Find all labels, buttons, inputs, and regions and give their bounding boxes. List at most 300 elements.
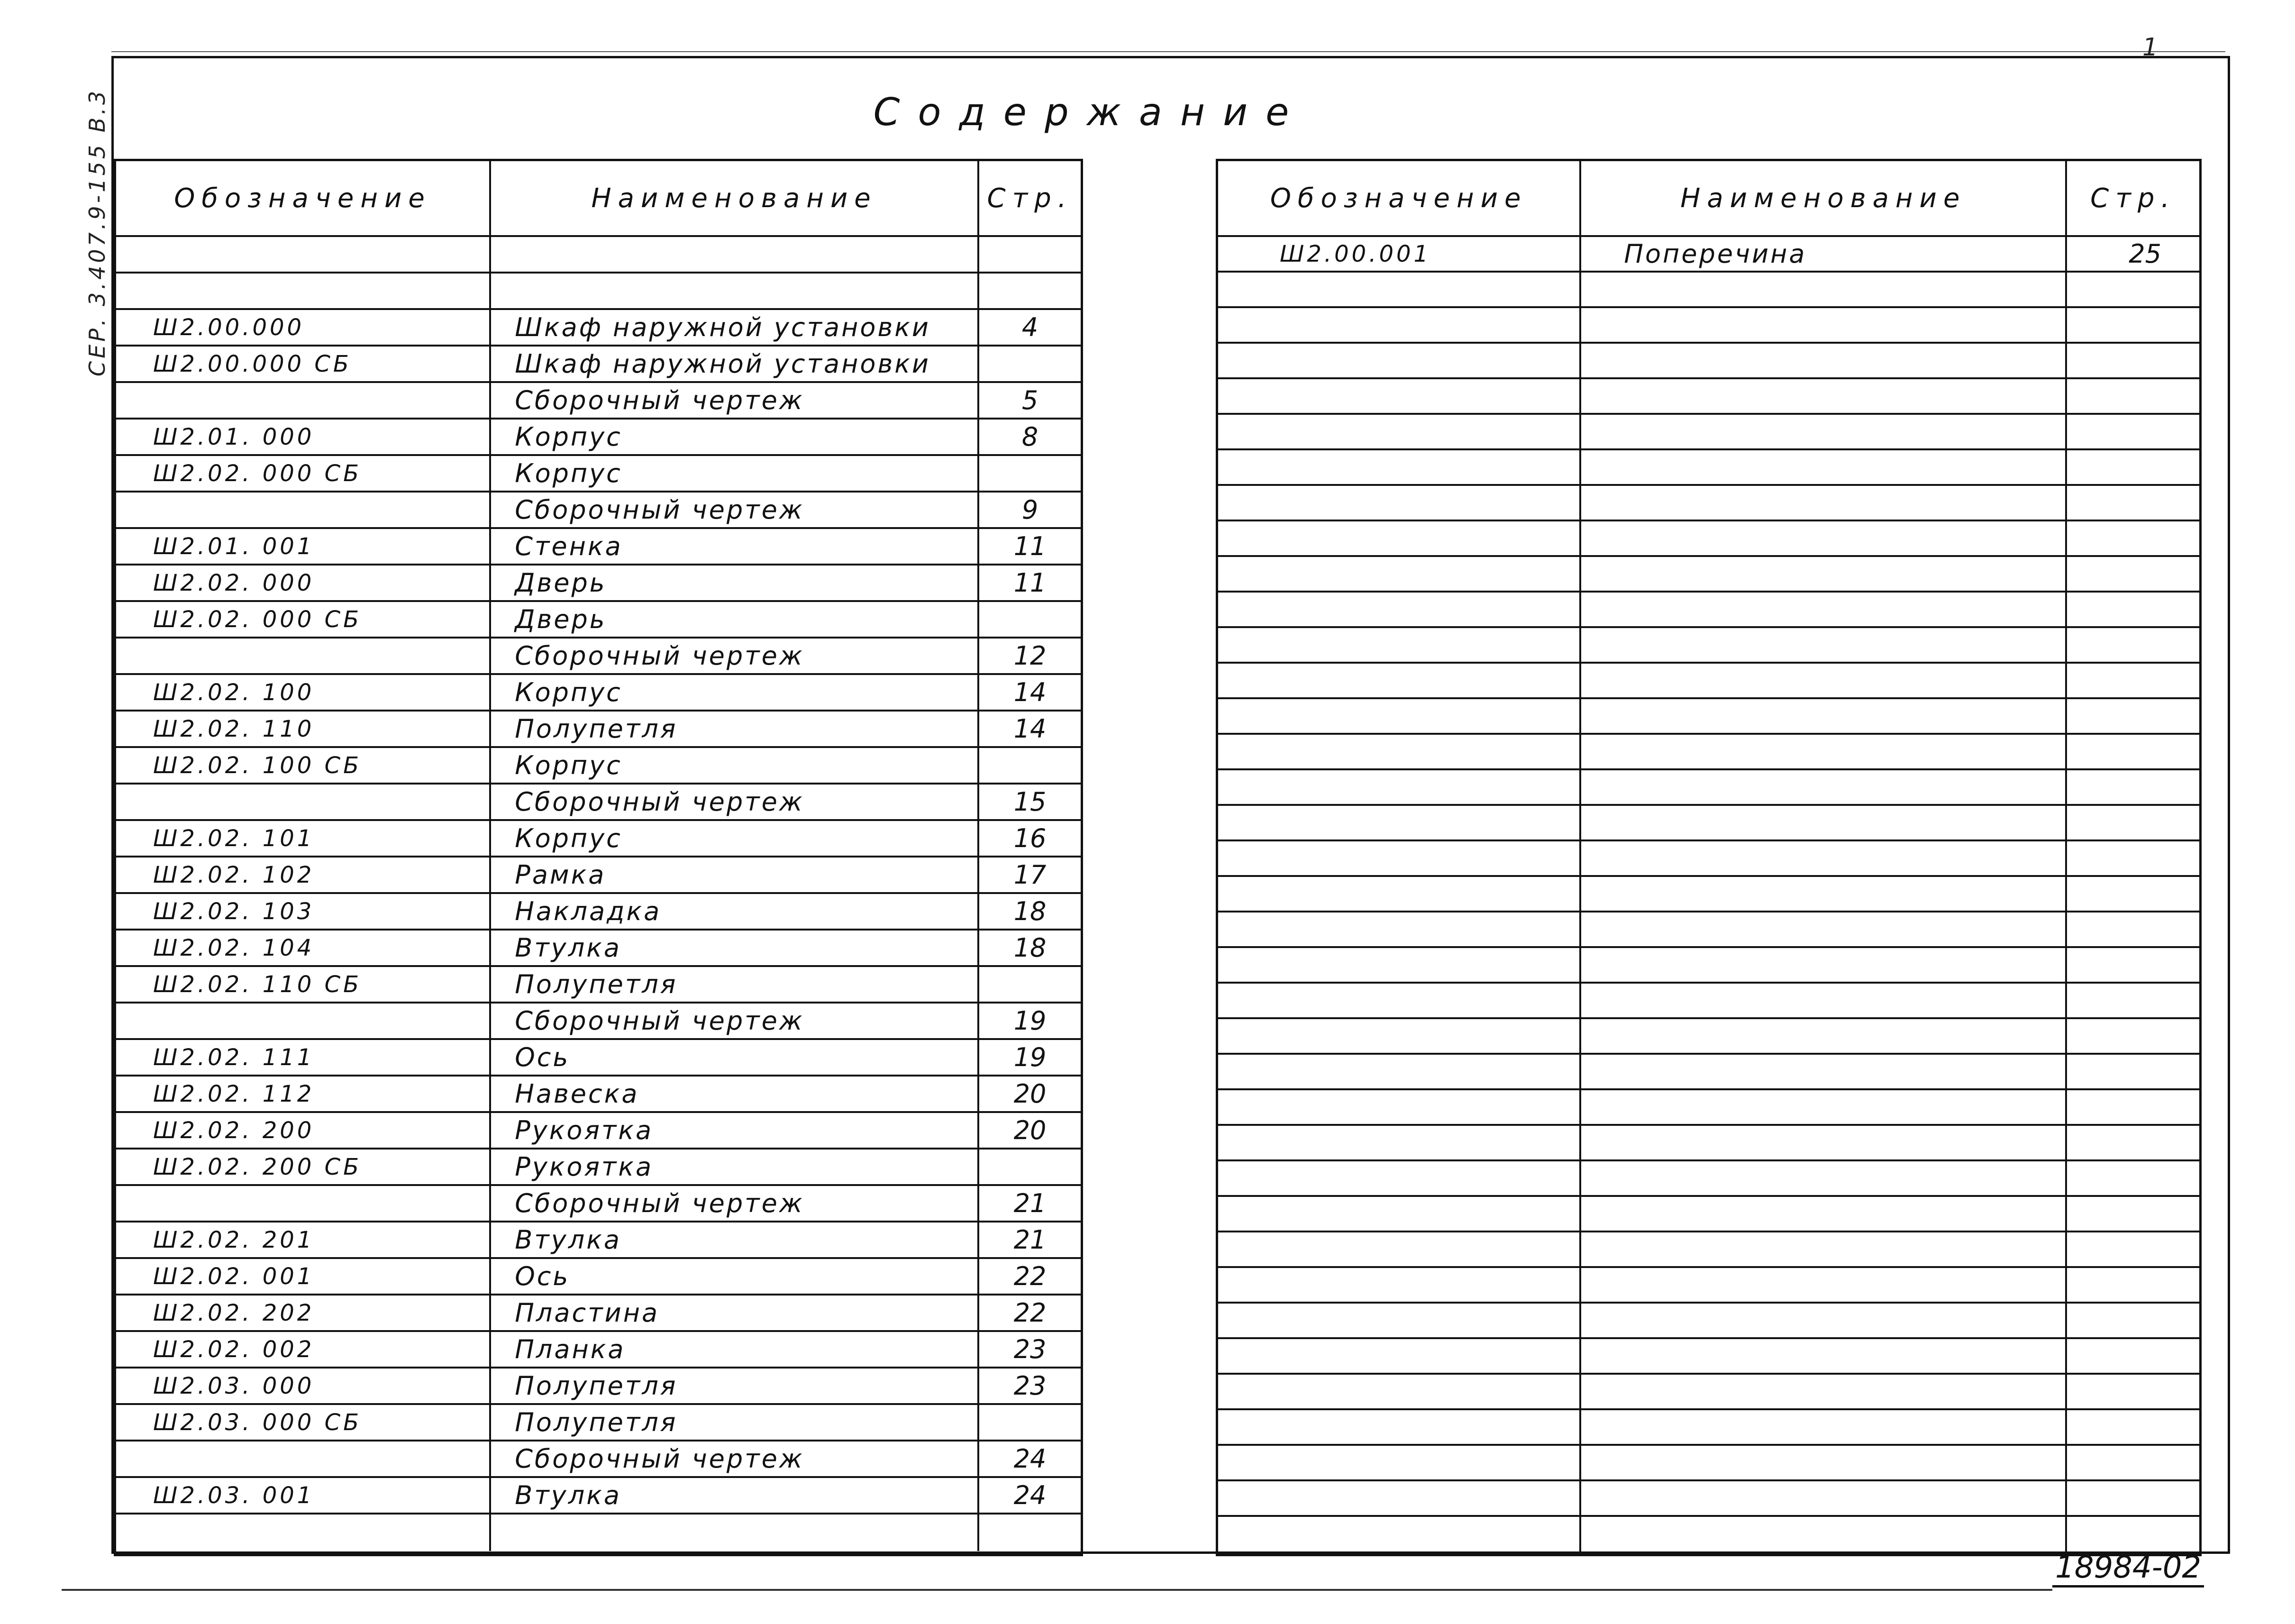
- cell-name: [1581, 1339, 2067, 1373]
- sheet-bottom-edge: [62, 1589, 2052, 1591]
- table-row: [1218, 1481, 2199, 1517]
- cell-name: Полупетля: [491, 967, 979, 1002]
- cell-designation: Ш2.00.001: [1218, 237, 1581, 271]
- cell-name: Сборочный чертеж: [491, 639, 979, 673]
- cell-designation: [1218, 770, 1581, 804]
- cell-designation: [1218, 308, 1581, 342]
- cell-designation: Ш2.02. 201: [116, 1223, 491, 1257]
- table-row: [116, 1332, 1081, 1369]
- cell-designation: Ш2.03. 001: [116, 1478, 491, 1513]
- table-row: [1218, 1161, 2199, 1197]
- table-row: [116, 1113, 1081, 1150]
- table-row: [116, 858, 1081, 894]
- cell-name: Рамка: [491, 858, 979, 892]
- table-row: [116, 639, 1081, 675]
- table-row: [1218, 450, 2199, 486]
- table-row: [1218, 628, 2199, 664]
- cell-page: 5: [1021, 385, 1038, 415]
- cell-name: [1581, 1197, 2067, 1231]
- cell-designation: [1218, 1126, 1581, 1159]
- table-row: [116, 785, 1081, 821]
- table-row: [1218, 1304, 2199, 1339]
- series-label-text: СЕР. 3.407.9-155 В.3: [84, 88, 110, 377]
- cell-name: Накладка: [491, 894, 979, 929]
- table-row: [1218, 1375, 2199, 1410]
- table-row: [1218, 664, 2199, 699]
- cell-page: [2067, 1126, 2199, 1159]
- cell-page: 23: [1013, 1371, 1047, 1401]
- cell-name: Шкаф наружной установки: [491, 347, 979, 381]
- cell-page: 21: [1013, 1188, 1047, 1218]
- table-body: [1218, 237, 2199, 1552]
- cell-name: Поперечина: [1581, 237, 2067, 271]
- cell-page: [979, 967, 1081, 1002]
- cell-designation: [1218, 557, 1581, 591]
- table-row: [1218, 593, 2199, 628]
- cell-page: 23: [1013, 1334, 1047, 1364]
- table-row: [116, 821, 1081, 858]
- cell-page: [2067, 415, 2199, 448]
- cell-name: Сборочный чертеж: [491, 785, 979, 819]
- cell-name: [1581, 308, 2067, 342]
- cell-name: Стенка: [491, 529, 979, 564]
- table-header-row: [116, 161, 1081, 237]
- cell-page: 16: [1013, 823, 1047, 853]
- table-row: [116, 274, 1081, 310]
- cell-page: [2067, 1161, 2199, 1195]
- cell-page: 24: [1013, 1444, 1047, 1474]
- cell-designation: Ш2.00.000 СБ: [116, 347, 491, 381]
- table-row: [116, 1150, 1081, 1186]
- cell-name: [491, 274, 979, 308]
- cell-page: 14: [1013, 677, 1047, 707]
- table-row: [1218, 273, 2199, 308]
- cell-designation: [1218, 1197, 1581, 1231]
- cell-page: [2067, 486, 2199, 520]
- table-row: [1218, 948, 2199, 984]
- cell-name: [491, 237, 979, 272]
- cell-name: [1581, 273, 2067, 306]
- cell-name: [1581, 344, 2067, 377]
- cell-name: [1581, 1055, 2067, 1088]
- table-row: [116, 1296, 1081, 1332]
- table-row: [116, 420, 1081, 456]
- table-row: [116, 1405, 1081, 1442]
- cell-page: [2067, 948, 2199, 982]
- cell-designation: Ш2.02. 104: [116, 931, 491, 965]
- cell-name: [1581, 877, 2067, 911]
- cell-designation: [1218, 628, 1581, 662]
- table-row: [1218, 1019, 2199, 1055]
- cell-name: [1581, 735, 2067, 768]
- cell-name: [1581, 1304, 2067, 1337]
- cell-page: 4: [1021, 312, 1038, 342]
- table-row: [1218, 877, 2199, 912]
- cell-page: [2067, 1375, 2199, 1408]
- table-row: [1218, 912, 2199, 948]
- cell-designation: [116, 1515, 491, 1551]
- cell-designation: [1218, 1481, 1581, 1515]
- cell-page: [2067, 450, 2199, 484]
- cell-name: Сборочный чертеж: [491, 383, 979, 418]
- cell-name: Ось: [491, 1259, 979, 1294]
- cell-name: Рукоятка: [491, 1150, 979, 1184]
- cell-designation: [1218, 379, 1581, 413]
- cell-name: [1581, 664, 2067, 697]
- header-designation: Обозначение: [1218, 161, 1581, 235]
- cell-designation: Ш2.02. 000: [116, 566, 491, 600]
- cell-page: 19: [1013, 1006, 1047, 1036]
- cell-page: [2067, 593, 2199, 626]
- cell-designation: [1218, 1446, 1581, 1479]
- cell-page: [2067, 1304, 2199, 1337]
- cell-name: Шкаф наружной установки: [491, 310, 979, 345]
- cell-designation: Ш2.03. 000 СБ: [116, 1405, 491, 1440]
- table-row: [1218, 486, 2199, 521]
- cell-designation: Ш2.01. 001: [116, 529, 491, 564]
- table-body: [116, 237, 1081, 1551]
- cell-designation: Ш2.01. 000: [116, 420, 491, 454]
- cell-designation: [1218, 1019, 1581, 1053]
- cell-designation: [1218, 415, 1581, 448]
- cell-page: [979, 456, 1081, 491]
- cell-page: [2067, 344, 2199, 377]
- cell-page: [2067, 1055, 2199, 1088]
- cell-name: [1581, 1019, 2067, 1053]
- cell-designation: [1218, 1304, 1581, 1337]
- cell-name: [1581, 699, 2067, 733]
- cell-designation: [116, 785, 491, 819]
- cell-designation: [1218, 877, 1581, 911]
- cell-name: [1581, 1410, 2067, 1444]
- cell-name: [1581, 557, 2067, 591]
- cell-page: 19: [1013, 1042, 1047, 1072]
- cell-designation: [1218, 593, 1581, 626]
- cell-designation: [116, 493, 491, 527]
- cell-name: Втулка: [491, 1478, 979, 1513]
- cell-page: [2067, 1446, 2199, 1479]
- archive-number: 18984-02: [2052, 1550, 2204, 1588]
- table-row: [1218, 1126, 2199, 1161]
- table-row: [1218, 308, 2199, 344]
- table-row: [116, 748, 1081, 785]
- table-row: [116, 566, 1081, 602]
- cell-designation: [116, 1186, 491, 1221]
- cell-designation: [1218, 1055, 1581, 1088]
- cell-name: [1581, 593, 2067, 626]
- cell-name: Навеска: [491, 1077, 979, 1111]
- cell-designation: [1218, 1410, 1581, 1444]
- cell-designation: Ш2.02. 102: [116, 858, 491, 892]
- cell-name: Сборочный чертеж: [491, 1442, 979, 1476]
- table-row: [116, 347, 1081, 383]
- table-row: [116, 237, 1081, 274]
- cell-designation: [1218, 1375, 1581, 1408]
- header-page: Стр.: [2090, 182, 2177, 214]
- cell-designation: [1218, 1232, 1581, 1266]
- cell-name: [1581, 1446, 2067, 1479]
- table-row: [116, 310, 1081, 347]
- cell-name: Полупетля: [491, 1369, 979, 1403]
- cell-designation: Ш2.02. 101: [116, 821, 491, 856]
- corner-mark: 1: [2142, 33, 2158, 62]
- cell-page: 20: [1013, 1115, 1047, 1145]
- cell-name: [1581, 628, 2067, 662]
- cell-page: 21: [1013, 1225, 1047, 1255]
- cell-page: [2067, 1410, 2199, 1444]
- cell-name: Планка: [491, 1332, 979, 1367]
- cell-name: Сборочный чертеж: [491, 1004, 979, 1038]
- cell-designation: Ш2.02. 200 СБ: [116, 1150, 491, 1184]
- table-row: [116, 1040, 1081, 1077]
- cell-designation: Ш2.02. 002: [116, 1332, 491, 1367]
- cell-designation: Ш2.02. 200: [116, 1113, 491, 1148]
- cell-designation: [1218, 1339, 1581, 1373]
- table-row: [1218, 1446, 2199, 1481]
- contents-table-right: [1216, 159, 2202, 1556]
- cell-page: 15: [1013, 787, 1047, 817]
- cell-designation: [116, 274, 491, 308]
- table-row: [116, 1259, 1081, 1296]
- cell-page: [2067, 379, 2199, 413]
- table-row: [1218, 699, 2199, 735]
- cell-designation: Ш2.02. 112: [116, 1077, 491, 1111]
- table-row: [116, 1478, 1081, 1515]
- table-row: [116, 712, 1081, 748]
- cell-designation: [1218, 735, 1581, 768]
- cell-name: Дверь: [491, 602, 979, 637]
- cell-page: [2067, 308, 2199, 342]
- cell-name: Дверь: [491, 566, 979, 600]
- cell-designation: [1218, 486, 1581, 520]
- cell-designation: [1218, 664, 1581, 697]
- cell-page: 11: [1013, 568, 1047, 598]
- cell-page: 18: [1013, 896, 1047, 926]
- cell-page: 9: [1021, 495, 1038, 525]
- cell-name: Сборочный чертеж: [491, 1186, 979, 1221]
- cell-page: [2067, 699, 2199, 733]
- cell-designation: [1218, 1268, 1581, 1302]
- page-title: Содержание: [873, 90, 1307, 134]
- cell-page: [2067, 273, 2199, 306]
- cell-designation: [1218, 273, 1581, 306]
- cell-name: [1581, 1481, 2067, 1515]
- cell-page: [2067, 557, 2199, 591]
- table-row: [1218, 1268, 2199, 1304]
- cell-page: 22: [1013, 1261, 1047, 1291]
- cell-page: [2067, 1339, 2199, 1373]
- table-row: [116, 456, 1081, 493]
- cell-designation: [1218, 948, 1581, 982]
- cell-name: Ось: [491, 1040, 979, 1075]
- series-side-label: [76, 81, 118, 384]
- cell-designation: [116, 639, 491, 673]
- cell-name: [1581, 770, 2067, 804]
- table-row: [1218, 379, 2199, 415]
- cell-page: 8: [1021, 422, 1038, 452]
- header-page: Стр.: [987, 182, 1073, 214]
- cell-page: [979, 237, 1081, 272]
- cell-name: [491, 1515, 979, 1551]
- cell-name: [1581, 806, 2067, 839]
- cell-designation: [1218, 450, 1581, 484]
- cell-designation: Ш2.02. 100 СБ: [116, 748, 491, 783]
- cell-page: [979, 274, 1081, 308]
- table-row: [1218, 1232, 2199, 1268]
- cell-page: [2067, 912, 2199, 946]
- cell-name: [1581, 486, 2067, 520]
- cell-page: [2067, 1268, 2199, 1302]
- cell-designation: [116, 1442, 491, 1476]
- cell-page: [2067, 1019, 2199, 1053]
- cell-name: Рукоятка: [491, 1113, 979, 1148]
- table-row: [1218, 1055, 2199, 1090]
- cell-name: [1581, 1375, 2067, 1408]
- cell-page: [979, 1150, 1081, 1184]
- cell-page: 24: [1013, 1480, 1047, 1510]
- cell-designation: [1218, 1517, 1581, 1552]
- cell-page: [979, 748, 1081, 783]
- table-row: [1218, 1090, 2199, 1126]
- cell-name: Полупетля: [491, 712, 979, 746]
- table-row: [116, 1223, 1081, 1259]
- cell-designation: [1218, 699, 1581, 733]
- cell-page: [2067, 1517, 2199, 1552]
- sheet-top-edge: [111, 51, 2225, 52]
- cell-page: [2067, 841, 2199, 875]
- cell-page: 25: [2129, 239, 2161, 269]
- table-row: [116, 675, 1081, 712]
- cell-name: Полупетля: [491, 1405, 979, 1440]
- cell-name: [1581, 1090, 2067, 1124]
- cell-name: Корпус: [491, 420, 979, 454]
- cell-designation: Ш2.02. 111: [116, 1040, 491, 1075]
- cell-name: Сборочный чертеж: [491, 493, 979, 527]
- cell-designation: [1218, 984, 1581, 1017]
- table-row: [1218, 735, 2199, 770]
- header-designation: Обозначение: [116, 161, 491, 235]
- table-row: [116, 1004, 1081, 1040]
- table-row: [116, 493, 1081, 529]
- cell-designation: [116, 237, 491, 272]
- cell-designation: [1218, 1161, 1581, 1195]
- table-row: [116, 1369, 1081, 1405]
- cell-designation: [1218, 912, 1581, 946]
- cell-page: 18: [1013, 933, 1047, 963]
- cell-designation: Ш2.02. 202: [116, 1296, 491, 1330]
- cell-page: 11: [1013, 531, 1047, 561]
- cell-page: [2067, 628, 2199, 662]
- cell-designation: [116, 1004, 491, 1038]
- cell-name: Втулка: [491, 931, 979, 965]
- contents-table-left: [114, 159, 1083, 1556]
- cell-page: [2067, 984, 2199, 1017]
- table-row: [1218, 770, 2199, 806]
- cell-designation: Ш2.02. 110: [116, 712, 491, 746]
- table-row: [1218, 806, 2199, 841]
- cell-designation: Ш2.00.000: [116, 310, 491, 345]
- cell-designation: Ш2.02. 001: [116, 1259, 491, 1294]
- cell-designation: [1218, 841, 1581, 875]
- cell-name: [1581, 521, 2067, 555]
- cell-name: [1581, 379, 2067, 413]
- cell-page: 12: [1013, 641, 1047, 671]
- table-row: [116, 967, 1081, 1004]
- cell-name: [1581, 948, 2067, 982]
- cell-name: [1581, 1268, 2067, 1302]
- cell-name: Корпус: [491, 748, 979, 783]
- cell-designation: Ш2.02. 103: [116, 894, 491, 929]
- cell-designation: [1218, 344, 1581, 377]
- cell-page: [2067, 1090, 2199, 1124]
- cell-name: Корпус: [491, 456, 979, 491]
- table-row: [116, 1186, 1081, 1223]
- cell-name: Корпус: [491, 821, 979, 856]
- table-row: [116, 931, 1081, 967]
- cell-page: [2067, 735, 2199, 768]
- table-row: [1218, 1197, 2199, 1232]
- cell-designation: [116, 383, 491, 418]
- table-row: [1218, 1517, 2199, 1552]
- cell-page: 14: [1013, 714, 1047, 744]
- cell-page: 20: [1013, 1079, 1047, 1109]
- cell-page: [2067, 664, 2199, 697]
- table-row: [116, 383, 1081, 420]
- cell-designation: Ш2.02. 100: [116, 675, 491, 710]
- cell-designation: [1218, 1090, 1581, 1124]
- cell-name: Втулка: [491, 1223, 979, 1257]
- cell-page: [979, 1405, 1081, 1440]
- cell-designation: [1218, 521, 1581, 555]
- cell-page: 17: [1013, 860, 1047, 890]
- cell-page: [2067, 1232, 2199, 1266]
- table-row: [1218, 521, 2199, 557]
- cell-page: [2067, 770, 2199, 804]
- cell-designation: Ш2.03. 000: [116, 1369, 491, 1403]
- header-name: Наименование: [1581, 161, 2067, 235]
- cell-name: [1581, 841, 2067, 875]
- cell-name: [1581, 1161, 2067, 1195]
- table-row: [1218, 841, 2199, 877]
- cell-name: Пластина: [491, 1296, 979, 1330]
- table-row: [1218, 557, 2199, 593]
- cell-page: 22: [1013, 1298, 1047, 1328]
- table-row: [1218, 415, 2199, 450]
- cell-designation: Ш2.02. 000 СБ: [116, 602, 491, 637]
- table-row: [1218, 344, 2199, 379]
- cell-page: [2067, 877, 2199, 911]
- cell-page: [2067, 1481, 2199, 1515]
- table-row: [116, 529, 1081, 566]
- table-row: [116, 1515, 1081, 1551]
- cell-designation: Ш2.02. 110 СБ: [116, 967, 491, 1002]
- cell-page: [979, 1515, 1081, 1551]
- cell-name: Корпус: [491, 675, 979, 710]
- cell-name: [1581, 912, 2067, 946]
- cell-name: [1581, 1517, 2067, 1552]
- cell-name: [1581, 1232, 2067, 1266]
- header-name: Наименование: [491, 161, 979, 235]
- cell-name: [1581, 415, 2067, 448]
- cell-name: [1581, 984, 2067, 1017]
- table-row: [116, 1442, 1081, 1478]
- table-row: [116, 894, 1081, 931]
- cell-designation: Ш2.02. 000 СБ: [116, 456, 491, 491]
- cell-page: [2067, 521, 2199, 555]
- table-row: [1218, 1410, 2199, 1446]
- table-row: [116, 1077, 1081, 1113]
- cell-page: [979, 347, 1081, 381]
